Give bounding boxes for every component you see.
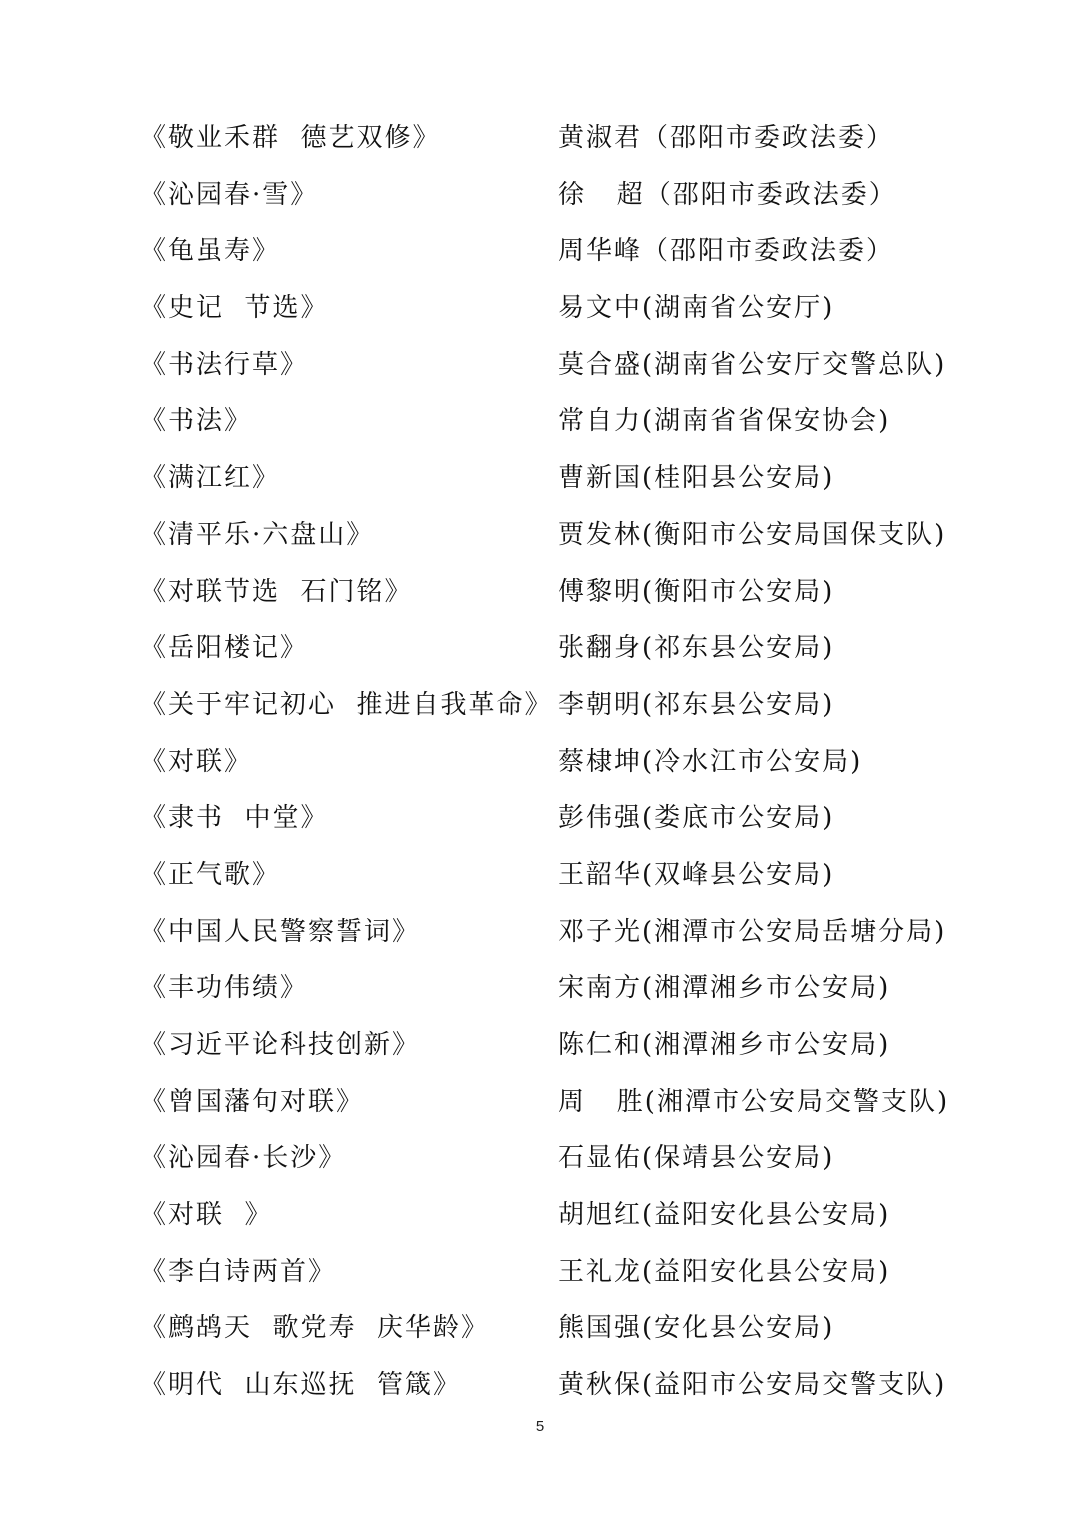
list-item: [140, 564, 960, 621]
work-title: 《岳阳楼记》: [140, 633, 309, 664]
work-title: 《对联 》: [140, 1200, 273, 1231]
list-item: [140, 960, 960, 1017]
author-info: 胡旭红(益阳安化县公安局): [558, 1200, 891, 1231]
work-title: 《鹧鸪天 歌党寿 庆华龄》: [140, 1313, 490, 1344]
work-title: 《中国人民警察誓词》: [140, 916, 421, 947]
author-info: 张翻身(祁东县公安局): [558, 633, 835, 664]
work-title: 《沁园春·长沙》: [140, 1143, 347, 1174]
author-info: 王礼龙(益阳安化县公安局): [558, 1256, 891, 1287]
work-title: 《史记 节选》: [140, 293, 329, 324]
list-item: [140, 847, 960, 904]
author-info: 宋南方(湘潭湘乡市公安局): [558, 973, 891, 1004]
work-title: 《沁园春·雪》: [140, 179, 319, 210]
author-info: 周华峰（邵阳市委政法委）: [558, 236, 895, 267]
list-item: [140, 734, 960, 791]
work-title: 《满江红》: [140, 463, 281, 494]
list-item: [140, 790, 960, 847]
author-info: 易文中(湖南省公安厅): [558, 293, 835, 324]
list-item: [140, 450, 960, 507]
page-number: 5: [535, 1418, 545, 1435]
work-title: 《对联》: [140, 746, 253, 777]
author-info: 周 胜(湘潭市公安局交警支队): [558, 1086, 950, 1117]
list-item: [140, 280, 960, 337]
list-item: [140, 1074, 960, 1131]
work-title: 《关于牢记初心 推进自我革命》: [140, 689, 553, 720]
author-info: 常自力(湖南省省保安协会): [558, 406, 891, 437]
author-info: 熊国强(安化县公安局): [558, 1313, 835, 1344]
work-title: 《习近平论科技创新》: [140, 1030, 421, 1060]
author-info: 石显佑(保靖县公安局): [558, 1143, 835, 1174]
author-info: 徐 超（邵阳市委政法委）: [558, 179, 897, 210]
work-title: 《丰功伟绩》: [140, 973, 309, 1004]
list-item: [140, 1300, 960, 1357]
work-title: 《隶书 中堂》: [140, 803, 329, 834]
author-info: 彭伟强(娄底市公安局): [558, 803, 835, 834]
author-info: 莫合盛(湖南省公安厅交警总队): [558, 349, 947, 380]
list-item: [140, 1357, 960, 1414]
author-info: 陈仁和(湘潭湘乡市公安局): [558, 1030, 891, 1060]
work-title: 《曾国藩句对联》: [140, 1086, 365, 1117]
list-item: [140, 393, 960, 450]
list-item: [140, 677, 960, 734]
author-info: 黄淑君（邵阳市委政法委）: [558, 123, 895, 153]
list-item: [140, 167, 960, 224]
list-item: [140, 1130, 960, 1187]
list-item: [140, 223, 960, 280]
work-title: 《正气歌》: [140, 859, 281, 890]
work-title: 《龟虽寿》: [140, 236, 281, 267]
author-info: 黄秋保(益阳市公安局交警支队): [558, 1370, 947, 1401]
work-title: 《李白诗两首》: [140, 1256, 337, 1287]
list-item: [140, 337, 960, 394]
work-title: 《对联节选 石门铭》: [140, 576, 413, 607]
list-item: [140, 904, 960, 961]
list-item: [140, 110, 960, 167]
list-item: [140, 1244, 960, 1301]
work-title: 《书法行草》: [140, 349, 309, 380]
author-info: 贾发林(衡阳市公安局国保支队): [558, 519, 947, 550]
entry-list: [140, 110, 960, 1414]
list-item: [140, 507, 960, 564]
work-title: 《明代 山东巡抚 管箴》: [140, 1370, 462, 1401]
author-info: 傅黎明(衡阳市公安局): [558, 576, 835, 607]
author-info: 曹新国(桂阳县公安局): [558, 463, 835, 494]
list-item: [140, 620, 960, 677]
work-title: 《书法》: [140, 406, 253, 437]
work-title: 《敬业禾群 德艺双修》: [140, 123, 441, 153]
work-title: 《清平乐·六盘山》: [140, 519, 375, 550]
author-info: 蔡棣坤(冷水江市公安局): [558, 746, 863, 777]
author-info: 李朝明(祁东县公安局): [558, 689, 835, 720]
list-item: [140, 1017, 960, 1074]
list-item: [140, 1187, 960, 1244]
author-info: 邓子光(湘潭市公安局岳塘分局): [558, 916, 947, 947]
author-info: 王韶华(双峰县公安局): [558, 859, 835, 890]
